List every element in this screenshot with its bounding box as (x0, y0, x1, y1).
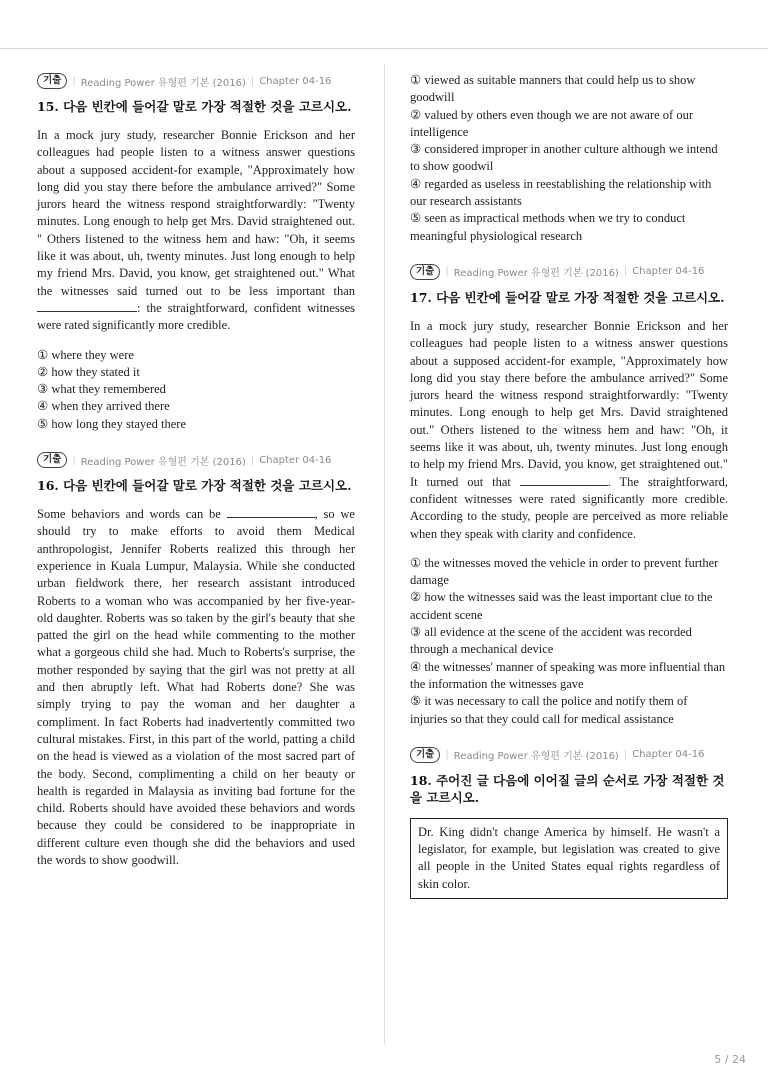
chapter-label: Chapter 04-16 (632, 749, 705, 761)
answer-option[interactable]: ⑤ how long they stayed there (37, 416, 187, 431)
answer-option[interactable]: ② how they stated it (37, 364, 140, 379)
question-title: 18. 주어진 글 다음에 이어질 글의 순서로 가장 적절한 것을 고르시오. (410, 772, 725, 805)
question-16 (37, 451, 355, 869)
header-divider (0, 48, 768, 49)
passage-text: In a mock jury study, researcher Bonnie Erickson and her colleagues had people listen to a witness answer questions about a supposed accident-for example, "Approximately how long did you stay there before the ambulance arrived?" Some jurors heard the witness respond straightforwardly: "Twenty minutes. Long enough to help get Mrs. David straightened out. " Others listened to the witness hem and haw: "Oh, it seems like it was about, uh, twenty minutes. Just long enough to help my friend Mrs. David, you know, get straightened out." What the witnesses said turned out to be less important than (37, 128, 355, 298)
answer-option[interactable]: ④ the witnesses' manner of speaking was more influential than the information the witnesses gave (410, 659, 726, 691)
question-passage (37, 127, 355, 335)
answer-blank (520, 474, 608, 486)
source-label: Reading Power 유형편 기본 (2016) (453, 751, 619, 763)
question-15 (37, 72, 355, 433)
question-title: 17. 다음 빈칸에 들어갈 말로 가장 적절한 것을 고르시오. (410, 289, 725, 305)
passage-text: In a mock jury study, researcher Bonnie Erickson and her colleagues had people listen to a witness answer questions about a supposed accident-for example, "Approximately how long did you stay there before the ambulance arrived?" Some jurors heard the witness respond straightforwardly: "Twenty minutes. Long enough to help get Mrs. David straightened out." Others listened to the witness hem and haw: "Oh, it seems like it was about, uh, twenty minutes. Just long enough to help my friend Mrs. David, you know, get straightened out." It turned out that (410, 318, 728, 489)
answer-option[interactable]: ② valued by others even though we are not aware of our intelligence (410, 107, 693, 139)
passage-text: , so we should try to make efforts to avoid them Medical anthropologist, Jennifer Roberts realized this through her experience in Kuala Lumpur, Malaysia. While she conducted urban fieldwork there, her research assistant introduced Roberts to a woman who was accompanied by her five-year-old daughter. Roberts was so taken by the girl's beauty that she patted the girl on the head while commenting to the mother what a gorgeous child she had. Much to Roberts's surprise, the mother responded by saying that the girl was not pretty at all and then abruptly left. What had Roberts done? She was simply trying to pay the woman and her daughter a compliment. In fact Roberts had inadvertently committed two cultural mistakes. First, in this part of the world, patting a child on the head is viewed as a violation of the most sacred part of the body. Second, complimenting a child on her beauty or health is regarded in Malaysia as inviting bad fortune for the child. Roberts should have avoided these behaviors and words because they could be considered to be inappropriate in different culture even though she did the behaviors and used the words to show goodwill. (37, 507, 355, 867)
meta-separator: | (250, 454, 255, 466)
source-label: Reading Power 유형편 기본 (2016) (80, 77, 246, 89)
question-17 (410, 263, 728, 728)
exam-tag-badge: 기출 (410, 264, 440, 280)
exam-tag-badge: 기출 (410, 747, 440, 763)
chapter-label: Chapter 04-16 (259, 454, 332, 466)
question-18 (410, 746, 728, 899)
question-passage (37, 506, 355, 869)
answer-option[interactable]: ② how the witnesses said was the least important clue to the accident scene (410, 590, 713, 622)
answer-blank (37, 300, 137, 312)
answer-option[interactable]: ④ when they arrived there (37, 399, 170, 414)
answer-option[interactable]: ⑤ it was necessary to call the police and notify them of injuries so that they could call for medical assistance (410, 694, 688, 726)
source-label: Reading Power 유형편 기본 (2016) (80, 456, 246, 468)
meta-separator: | (250, 75, 255, 87)
chapter-label: Chapter 04-16 (632, 266, 705, 278)
meta-separator: | (72, 454, 76, 466)
answer-option[interactable]: ③ all evidence at the scene of the accident was recorded through a mechanical device (410, 625, 692, 657)
answer-blank (227, 506, 315, 518)
chapter-label: Chapter 04-16 (259, 75, 332, 87)
answer-option[interactable]: ① where they were (37, 347, 134, 362)
passage-text: : the straightforward, confident witnesses were rated significantly more credible. (37, 300, 355, 333)
meta-separator: | (623, 749, 628, 761)
answer-options (410, 555, 728, 728)
meta-separator: | (445, 266, 449, 278)
column-divider (384, 64, 385, 1044)
exam-tag-badge: 기출 (37, 73, 67, 89)
question-passage (410, 318, 728, 543)
passage-text: . The straightforward, confident witnesses were rated significantly more credible. According to the study, people are perceived as more reliable when they speak with clarity and confidence. (410, 474, 729, 541)
answer-options (37, 347, 355, 433)
question-meta (410, 746, 728, 764)
source-label: Reading Power 유형편 기본 (2016) (453, 268, 619, 280)
question-meta (37, 451, 355, 469)
answer-option[interactable]: ⑤ seen as impractical methods when we try to conduct meaningful physiological research (410, 211, 686, 243)
meta-separator: | (445, 749, 449, 761)
exam-tag-badge: 기출 (37, 452, 67, 468)
question-title: 15. 다음 빈칸에 들어갈 말로 가장 적절한 것을 고르시오. (37, 99, 352, 114)
answer-option[interactable]: ④ regarded as useless in reestablishing the relationship with our research assistants (410, 176, 712, 209)
passage-text: Some behaviors and words can be (37, 507, 221, 522)
answer-option[interactable]: ① viewed as suitable manners that could help us to show goodwill (410, 73, 696, 105)
answer-option[interactable]: ① the witnesses moved the vehicle in order to prevent further damage (410, 555, 719, 588)
meta-separator: | (72, 75, 76, 87)
right-column (410, 72, 728, 899)
answer-option[interactable]: ③ what they remembered (37, 382, 166, 397)
page-number: 5 / 24 (714, 1053, 746, 1066)
answer-option[interactable]: ③ considered improper in another culture although we intend to show goodwil (410, 142, 718, 174)
meta-separator: | (623, 266, 628, 278)
question-title: 16. 다음 빈칸에 들어갈 말로 가장 적절한 것을 고르시오. (37, 478, 352, 494)
given-passage-box: Dr. King didn't change America by himself. He wasn't a legislator, for example, but legislation was created to give all people in the United States equal rights regardless of skin color. (410, 818, 728, 899)
left-column (37, 72, 355, 881)
question-meta (410, 263, 728, 281)
answer-options (410, 72, 728, 245)
question-meta (37, 72, 355, 90)
